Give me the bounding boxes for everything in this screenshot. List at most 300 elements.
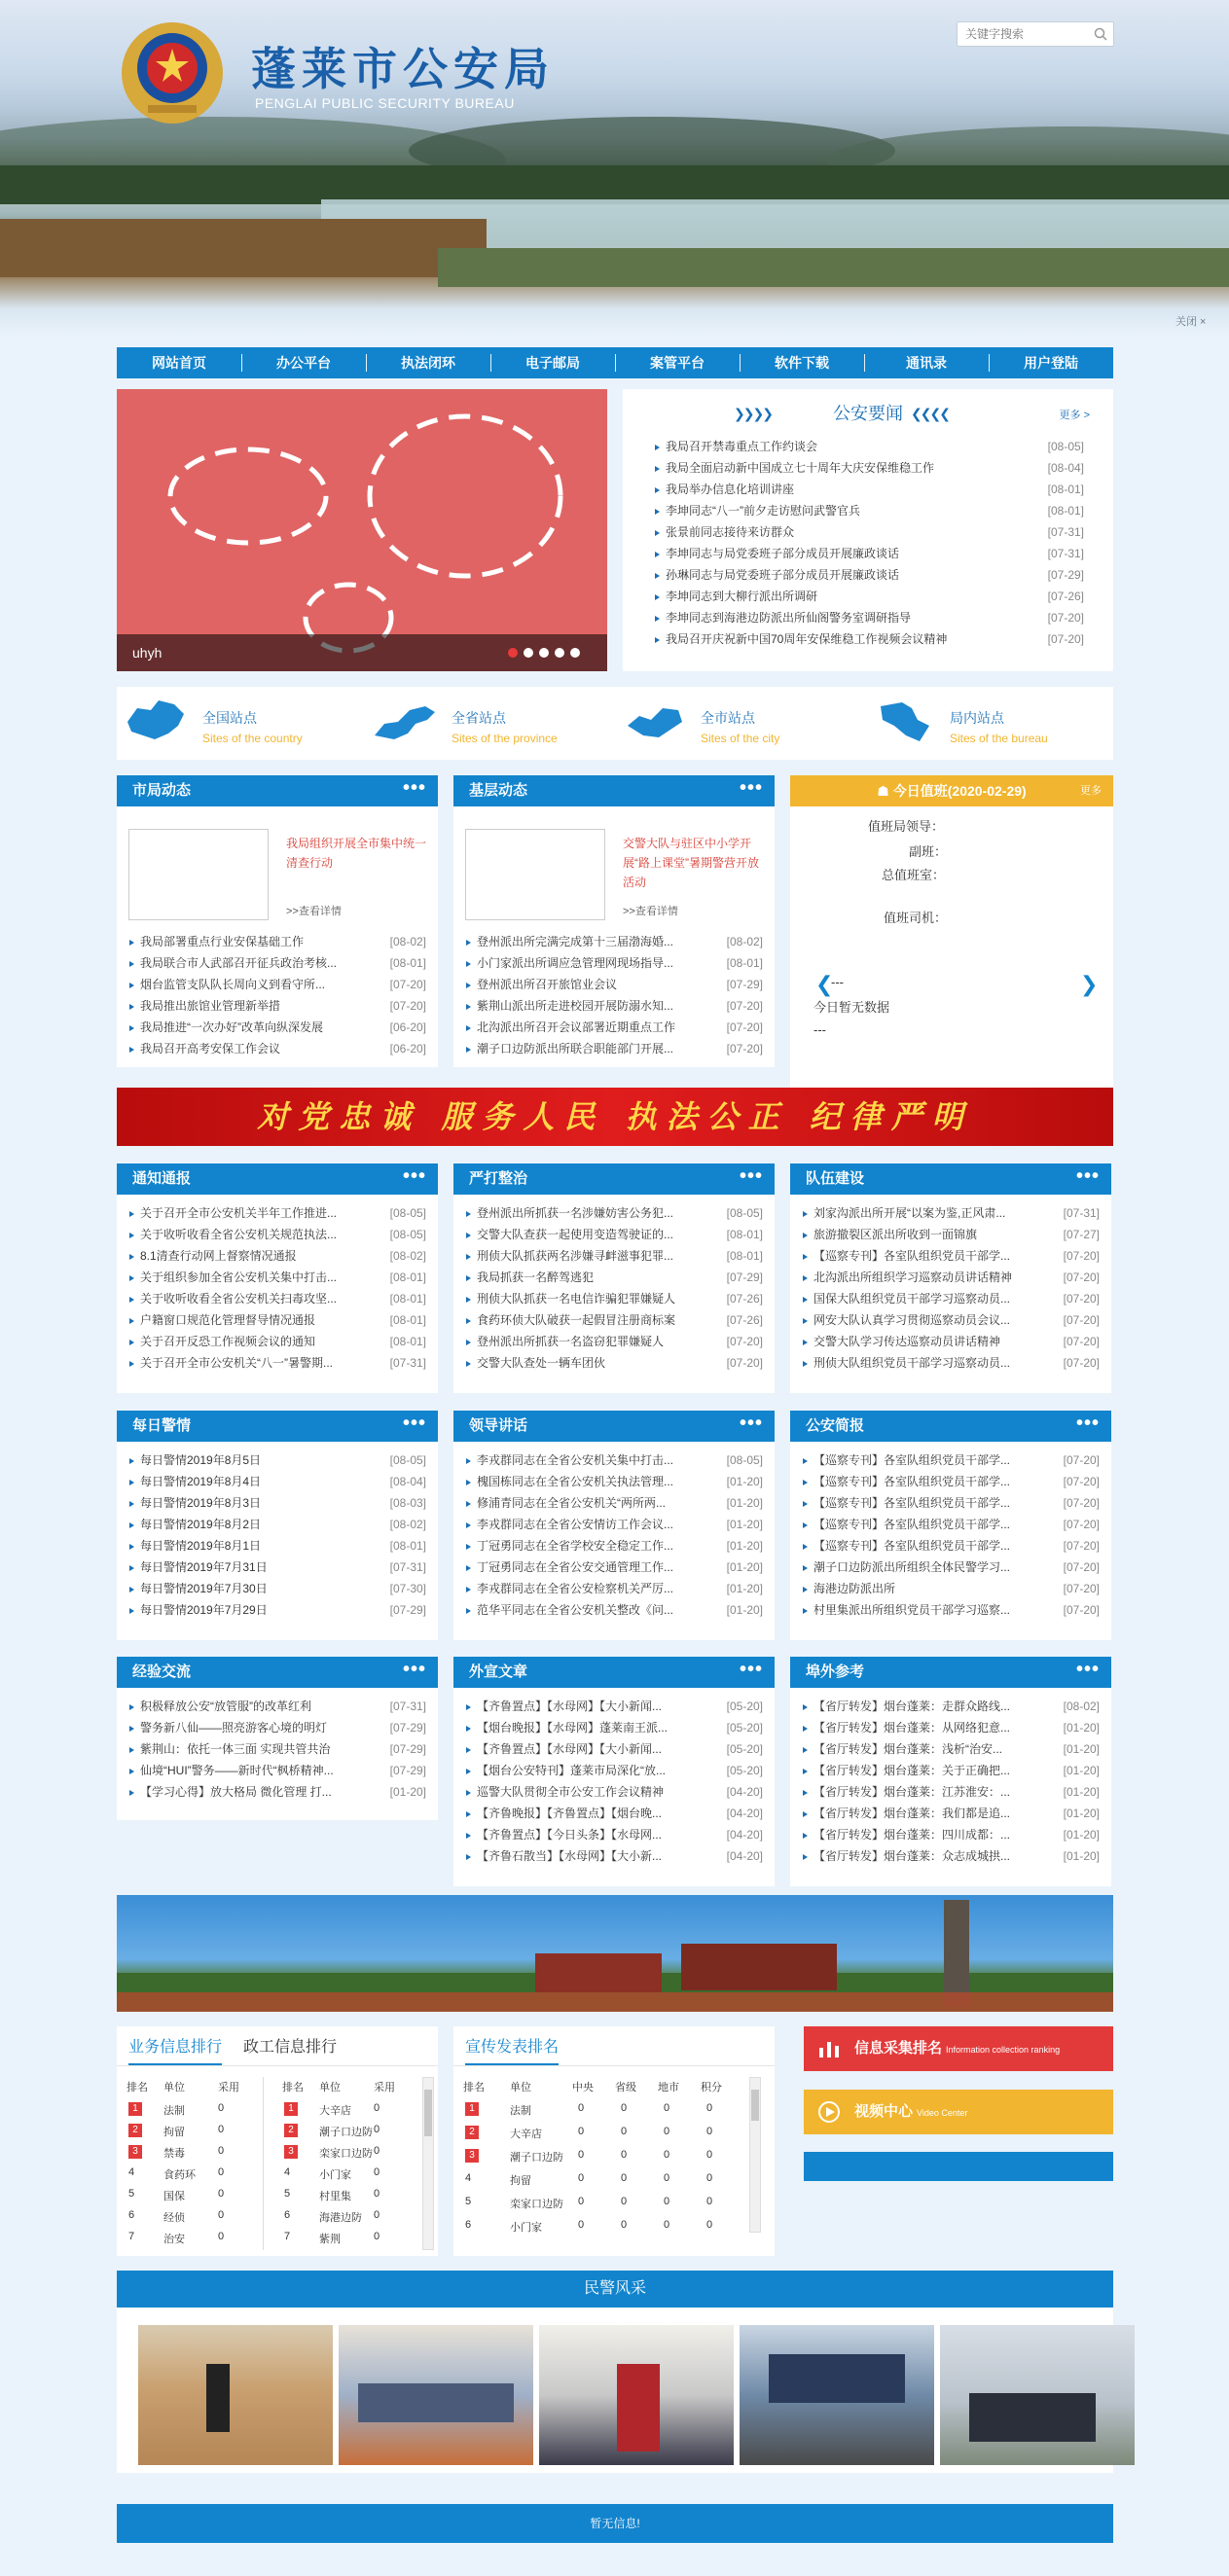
slider-dot[interactable] (570, 648, 580, 658)
list-item[interactable] (802, 1267, 1100, 1288)
feature-link[interactable]: 交警大队与驻区中小学开展“路上课堂”暑期警营开放活动 (623, 837, 759, 889)
rank-unit: 紫荆 (319, 2234, 341, 2245)
list-item[interactable] (465, 1471, 763, 1492)
list-item-title[interactable]: 户籍窗口规范化管理督导情况通报 (128, 1309, 315, 1331)
list-item[interactable] (802, 1202, 1100, 1224)
list-item-title[interactable]: 【省厅转发】烟台蓬莱：江苏淮安：... (802, 1781, 1010, 1803)
list-item[interactable] (465, 1845, 763, 1867)
rank-badge: 1 (128, 2102, 142, 2116)
list-item[interactable] (465, 1578, 763, 1599)
list-item-title[interactable]: 我局推进“一次办好”改革向纵深发展 (128, 1017, 323, 1038)
list-item-title[interactable]: 国保大队组织党员干部学习巡察动员... (802, 1288, 1010, 1309)
image-slider[interactable] (117, 389, 607, 671)
list-item-title[interactable]: 我局联合市人武部召开征兵政治考核... (128, 952, 337, 974)
list-item[interactable] (465, 1038, 763, 1059)
list-item-title[interactable]: 村里集派出所组织党员干部学习巡察... (802, 1599, 1010, 1621)
list-item-date: [08-01] (389, 1313, 426, 1327)
list-item[interactable] (465, 1352, 763, 1374)
search-icon[interactable] (1094, 27, 1107, 41)
table-header: 地市 (658, 2082, 679, 2093)
list-item[interactable] (128, 1535, 426, 1556)
list-item-title[interactable]: 我局召开禁毒重点工作约谈会 (654, 436, 817, 457)
list-item[interactable] (802, 1535, 1100, 1556)
list-item-title[interactable]: 海港边防派出所 (802, 1578, 895, 1599)
rank-number: 6 (128, 2209, 135, 2221)
list-item[interactable] (802, 1449, 1100, 1471)
tab-political-ranking[interactable]: 政工信息排行 (243, 2039, 338, 2056)
list-item[interactable] (128, 1288, 426, 1309)
list-item[interactable] (802, 1717, 1100, 1738)
list-item-title[interactable]: 【烟台公安特刊】蓬莱市局深化“放... (465, 1760, 666, 1781)
nav-home[interactable]: 网站首页 (152, 355, 206, 371)
list-item-title[interactable]: 【齐鲁置点】【水母网】【大小新闻... (465, 1738, 662, 1760)
list-item-title[interactable]: 【巡察专刊】各室队组织党员干部学... (802, 1492, 1010, 1514)
list-item[interactable] (128, 1599, 426, 1621)
list-item-title[interactable]: 【齐鲁晚报】【齐鲁置点】【烟台晚... (465, 1803, 662, 1824)
list-item[interactable] (465, 1738, 763, 1760)
list-item[interactable] (465, 1331, 763, 1352)
list-item-date: [04-20] (726, 1828, 763, 1842)
list-item-title[interactable]: 旅游撤裂区派出所收到一面锦旗 (802, 1224, 977, 1245)
list-item[interactable] (465, 995, 763, 1017)
scrollbar[interactable] (422, 2077, 434, 2250)
list-item[interactable] (465, 974, 763, 995)
list-item[interactable] (802, 1696, 1100, 1717)
list-item[interactable] (465, 1514, 763, 1535)
list-item-date: [07-20] (1047, 632, 1084, 646)
list-item-title[interactable]: 我局召开庆祝新中国70周年安保维稳工作视频会议精神 (654, 628, 947, 650)
list-item[interactable] (128, 974, 426, 995)
info-collection-button[interactable] (804, 2026, 1113, 2071)
list-item-date: [08-01] (726, 1249, 763, 1263)
list-item[interactable] (465, 1492, 763, 1514)
list-item-title[interactable]: 李坤同志“八一”前夕走访慰问武警官兵 (654, 500, 860, 521)
list-item[interactable] (465, 1202, 763, 1224)
list-item[interactable] (465, 1696, 763, 1717)
list-item[interactable] (465, 1599, 763, 1621)
list-item-title[interactable]: 网安大队认真学习贯彻巡察动员会议... (802, 1309, 1010, 1331)
list-item[interactable] (465, 1760, 763, 1781)
nav-email[interactable]: 电子邮局 (490, 347, 615, 378)
rank-unit: 拘留 (510, 2175, 531, 2187)
panel-title: 经验交流 (132, 1664, 192, 1680)
list-item[interactable] (465, 1245, 763, 1267)
list-item[interactable] (128, 1738, 426, 1760)
list-item-date: [08-01] (1047, 483, 1084, 496)
list-item-date: [05-20] (726, 1742, 763, 1756)
list-item-title[interactable]: 修浦青同志在全省公安机关“两所两... (465, 1492, 666, 1514)
slider-image (117, 389, 607, 671)
list-item-title[interactable]: 紫荆山：依托一体三面 实现共管共治 (128, 1738, 330, 1760)
list-item-title[interactable]: 【齐鲁石散当】【水母网】【大小新... (465, 1845, 662, 1867)
bureau-map-icon (869, 697, 937, 747)
more-dots-icon[interactable]: ••• (402, 1659, 426, 1680)
more-dots-icon[interactable]: ••• (1075, 1165, 1100, 1187)
list-item-title[interactable]: 李戎群同志在全省公安检察机关严厉... (465, 1578, 673, 1599)
list-item[interactable] (128, 1038, 426, 1059)
list-item-title[interactable]: 我局全面启动新中国成立七十周年大庆安保维稳工作 (654, 457, 934, 479)
list-item-title[interactable]: 关于召开反恐工作视频会议的通知 (128, 1331, 315, 1352)
list-item[interactable] (465, 952, 763, 974)
list-item[interactable] (128, 1556, 426, 1578)
list-item[interactable] (128, 1224, 426, 1245)
list-item-title[interactable]: 我局举办信息化培训讲座 (654, 479, 794, 500)
site-city-link[interactable] (615, 687, 864, 760)
province-map-icon (371, 697, 439, 747)
site-country-link[interactable] (117, 687, 366, 760)
list-item-title[interactable]: 关于收听收看全省公安机关扫毒攻坚... (128, 1288, 337, 1309)
list-item[interactable] (465, 1781, 763, 1803)
list-item[interactable] (128, 1017, 426, 1038)
list-item-title[interactable]: 【巡察专刊】各室队组织党员干部学... (802, 1471, 1010, 1492)
list-item-date: [07-20] (1063, 1335, 1100, 1348)
rank-score: 0 (706, 2172, 713, 2184)
list-item[interactable] (128, 1267, 426, 1288)
more-dots-icon[interactable]: ••• (739, 1413, 763, 1434)
list-item[interactable] (128, 995, 426, 1017)
list-item-title[interactable]: 登州派出所抓获一名涉嫌妨害公务犯... (465, 1202, 673, 1224)
list-item-date: [07-20] (1063, 1249, 1100, 1263)
list-item[interactable] (128, 1352, 426, 1374)
list-item-title[interactable]: 每日警情2019年7月29日 (128, 1599, 268, 1621)
list-item-title[interactable]: 潮子口边防派出所联合职能部门开展... (465, 1038, 673, 1059)
news-panel (790, 1411, 1111, 1640)
site-bureau-link[interactable] (864, 687, 1113, 760)
rank-count: 0 (374, 2166, 380, 2178)
list-item-date: [07-20] (1063, 1496, 1100, 1510)
duty-more-link[interactable]: 更多 (1080, 785, 1102, 797)
list-item-title[interactable]: 【省厅转发】烟台蓬莱：四川成都：... (802, 1824, 1010, 1845)
gallery-photo[interactable] (339, 2325, 533, 2465)
list-item[interactable] (128, 1492, 426, 1514)
site-label: 全国站点 (202, 710, 257, 726)
feature-image[interactable] (128, 829, 269, 920)
play-icon (817, 2100, 841, 2124)
rank-count: 0 (218, 2231, 225, 2242)
list-item[interactable] (802, 1309, 1100, 1331)
list-item[interactable] (465, 1449, 763, 1471)
news-panel (117, 1163, 438, 1393)
list-item-date: [07-20] (1063, 1356, 1100, 1370)
list-item-title[interactable]: 紫荆山派出所走进校园开展防溺水知... (465, 995, 673, 1017)
list-item-title[interactable]: 【学习心得】放大格局 微化管理 打... (128, 1781, 332, 1803)
list-item-title[interactable]: 【巡察专刊】各室队组织党员干部学... (802, 1449, 1010, 1471)
list-item[interactable] (465, 1267, 763, 1288)
list-item[interactable] (802, 1492, 1100, 1514)
list-item[interactable] (128, 1202, 426, 1224)
list-item-title[interactable]: 【烟台晚报】【水母网】蓬莱南王派... (465, 1717, 668, 1738)
news-list (128, 1696, 426, 1803)
list-item[interactable] (654, 586, 1084, 607)
list-item-date: [07-29] (1047, 568, 1084, 582)
feature-more-link[interactable]: >>查看详情 (623, 906, 678, 917)
list-item-title[interactable]: 【齐鲁置点】【今日头条】【水母网... (465, 1824, 662, 1845)
list-item[interactable] (802, 1738, 1100, 1760)
rank-badge: 2 (465, 2126, 479, 2139)
list-item[interactable] (128, 1309, 426, 1331)
list-item-date: [08-01] (389, 1270, 426, 1284)
slider-dot[interactable] (508, 648, 518, 658)
news-list (802, 1202, 1100, 1374)
list-item-title[interactable]: 每日警情2019年7月31日 (128, 1556, 268, 1578)
list-item-title[interactable]: 范华平同志在全省公安机关整改《问... (465, 1599, 673, 1621)
news-panel (453, 1657, 775, 1886)
list-item-title[interactable]: 【省厅转发】烟台蓬莱：关于正确把... (802, 1760, 1010, 1781)
list-item-title[interactable]: 【省厅转发】烟台蓬莱：浅析“治安... (802, 1738, 1002, 1760)
list-item-title[interactable]: 刑侦大队抓获一名电信诈骗犯罪嫌疑人 (465, 1288, 675, 1309)
duty-chief-label: 总值班室： (882, 868, 946, 882)
list-item-title[interactable]: 【省厅转发】烟台蓬莱：走群众路线... (802, 1696, 1010, 1717)
rank-count: 0 (374, 2124, 380, 2135)
nav-login[interactable]: 用户登陆 (989, 347, 1113, 378)
list-item-title[interactable]: 小门家派出所调应急管理网现场指导... (465, 952, 673, 974)
list-item-title[interactable]: 刑侦大队组织党员干部学习巡察动员... (802, 1352, 1010, 1374)
list-item-title[interactable]: 刘家沟派出所开展“以案为鉴,正风肃... (802, 1202, 1005, 1224)
list-item-title[interactable]: 登州派出所召开旅馆业会议 (465, 974, 617, 995)
list-item[interactable] (465, 1556, 763, 1578)
list-item-title[interactable]: 仙境“HUI”警务——新时代“枫桥精神... (128, 1760, 334, 1781)
list-item-title[interactable]: 关于组织参加全省公安机关集中打击... (128, 1267, 337, 1288)
list-item[interactable] (802, 1824, 1100, 1845)
list-item-title[interactable]: 关于召开全市公安机关“八一”暑警期... (128, 1352, 333, 1374)
rank-unit: 国保 (163, 2191, 185, 2202)
list-item-title[interactable]: 李坤同志到海港边防派出所仙阁警务室调研指导 (654, 607, 911, 628)
local-news-panel (453, 775, 775, 1067)
list-item-title[interactable]: 丁冠勇同志在全省公安交通管理工作... (465, 1556, 673, 1578)
list-item-date: [01-20] (1063, 1828, 1100, 1842)
list-item-title[interactable]: 交警大队学习传达巡察动员讲话精神 (802, 1331, 1000, 1352)
rank-unit: 村里集 (319, 2191, 351, 2202)
rank-number: 5 (465, 2196, 472, 2207)
duty-deputy-label: 副班： (909, 844, 948, 859)
list-item[interactable] (654, 607, 1084, 628)
news-panel (790, 1657, 1111, 1886)
more-dots-icon[interactable]: ••• (402, 1413, 426, 1434)
list-item[interactable] (654, 543, 1084, 564)
rank-unit: 法制 (163, 2105, 185, 2117)
list-item-title[interactable]: 巡警大队贯彻全市公安工作会议精神 (465, 1781, 664, 1803)
list-item-title[interactable]: 每日警情2019年8月5日 (128, 1449, 261, 1471)
list-item-title[interactable]: 【省厅转发】烟台蓬莱：众志成城拱... (802, 1845, 1010, 1867)
list-item[interactable] (654, 457, 1084, 479)
duty-title: 今日值班(2020-02-29) (892, 783, 1027, 799)
list-item-date: [07-29] (389, 1742, 426, 1756)
gallery-photo[interactable] (740, 2325, 934, 2465)
list-item-title[interactable]: 【巡察专刊】各室队组织党员干部学... (802, 1245, 1010, 1267)
feature-image[interactable] (465, 829, 605, 920)
list-item-date: [05-20] (726, 1699, 763, 1713)
list-item[interactable] (128, 931, 426, 952)
list-item-title[interactable]: 【齐鲁置点】【水母网】【大小新闻... (465, 1696, 662, 1717)
header-banner (0, 0, 1229, 336)
nav-office[interactable]: 办公平台 (241, 347, 366, 378)
gallery-photo[interactable] (940, 2325, 1135, 2465)
list-item[interactable] (465, 1803, 763, 1824)
list-item-title[interactable]: 每日警情2019年8月2日 (128, 1514, 261, 1535)
close-banner-link[interactable]: 关闭 × (1175, 316, 1207, 328)
tab-publicity-ranking[interactable]: 宣传发表排名 (465, 2034, 559, 2065)
list-item[interactable] (128, 1717, 426, 1738)
news-more-link[interactable]: 更多 > (1059, 410, 1090, 421)
gallery-photo[interactable] (138, 2325, 333, 2465)
nav-case-platform[interactable]: 案管平台 (615, 347, 740, 378)
list-item-date: [08-02] (389, 1518, 426, 1531)
list-item[interactable] (128, 1578, 426, 1599)
list-item-title[interactable]: 关于召开全市公安机关半年工作推进... (128, 1202, 337, 1224)
list-item-title[interactable]: 交警大队查处一辆车团伙 (465, 1352, 605, 1374)
list-item-title[interactable]: 食药环侦大队破获一起假冒注册商标案 (465, 1309, 675, 1331)
list-item[interactable] (128, 1760, 426, 1781)
list-item[interactable] (654, 564, 1084, 586)
list-item-title[interactable]: 我局部署重点行业安保基础工作 (128, 931, 304, 952)
tab-business-ranking[interactable]: 业务信息排行 (128, 2034, 222, 2065)
info-ranking-panel (117, 2026, 438, 2256)
list-item[interactable] (654, 628, 1084, 650)
list-item-title[interactable]: 张景前同志接待来访群众 (654, 521, 794, 543)
nav-law-loop[interactable]: 执法闭环 (366, 347, 490, 378)
chevron-right-icon[interactable]: ❯ (1080, 972, 1099, 996)
list-item[interactable] (128, 952, 426, 974)
list-item[interactable] (802, 1224, 1100, 1245)
list-item[interactable] (654, 500, 1084, 521)
list-item-title[interactable]: 我局推出旅馆业管理新举措 (128, 995, 280, 1017)
site-province-link[interactable] (366, 687, 615, 760)
list-item-title[interactable]: 积极释放公安“放管服”的改革红利 (128, 1696, 311, 1717)
list-item-title[interactable]: 每日警情2019年8月1日 (128, 1535, 261, 1556)
video-center-button[interactable] (804, 2090, 1113, 2134)
more-dots-icon[interactable]: ••• (739, 1659, 763, 1680)
list-item[interactable] (802, 1245, 1100, 1267)
nav-contacts[interactable]: 通讯录 (864, 347, 989, 378)
list-item-title[interactable]: 【省厅转发】烟台蓬莱：我们都是追... (802, 1803, 1010, 1824)
list-item[interactable] (802, 1760, 1100, 1781)
list-item-title[interactable]: 登州派出所完满完成第十三届渤海婚... (465, 931, 673, 952)
feature-link[interactable]: 我局组织开展全市集中统一清查行动 (286, 837, 427, 870)
list-item[interactable] (654, 479, 1084, 500)
list-item-title[interactable]: 每日警情2019年8月4日 (128, 1471, 261, 1492)
list-item[interactable] (465, 1309, 763, 1331)
list-item[interactable] (128, 1331, 426, 1352)
photo-temple (681, 1944, 837, 1990)
list-item-title[interactable]: 关于收听收看全省公安机关规范执法... (128, 1224, 337, 1245)
photo-wall (117, 1992, 1113, 2012)
more-dots-icon[interactable]: ••• (1075, 1659, 1100, 1680)
list-item-title[interactable]: 每日警情2019年8月3日 (128, 1492, 261, 1514)
list-item-title[interactable]: 孙琳同志与局党委班子部分成员开展廉政谈话 (654, 564, 899, 586)
list-item[interactable] (802, 1331, 1100, 1352)
list-item[interactable] (465, 1288, 763, 1309)
bar-chart-icon (817, 2038, 841, 2059)
list-item[interactable] (128, 1514, 426, 1535)
list-item[interactable] (465, 1535, 763, 1556)
list-item[interactable] (802, 1471, 1100, 1492)
list-item-title[interactable]: 李坤同志与局党委班子部分成员开展廉政谈话 (654, 543, 899, 564)
slider-dot[interactable] (539, 648, 549, 658)
chevron-left-icon[interactable]: ❮ (815, 972, 834, 996)
duty-empty-top: --- (831, 975, 844, 989)
list-item-date: [01-20] (1063, 1785, 1100, 1799)
list-item-date: [01-20] (389, 1785, 426, 1799)
list-item[interactable] (654, 521, 1084, 543)
list-item-title[interactable]: 李坤同志到大柳行派出所调研 (654, 586, 817, 607)
list-item-title[interactable]: 烟台监管支队队长周向义到看守所... (128, 974, 325, 995)
list-item-title[interactable]: 李戎群同志在全省公安情访工作会议... (465, 1514, 673, 1535)
search-input[interactable] (958, 22, 1084, 46)
list-item-title[interactable]: 我局召开高考安保工作会议 (128, 1038, 280, 1059)
list-item-title[interactable]: 丁冠勇同志在全省学校安全稳定工作... (465, 1535, 673, 1556)
more-dots-icon[interactable]: ••• (739, 1165, 763, 1187)
more-dots-icon[interactable]: ••• (1075, 1413, 1100, 1434)
rank-score: 0 (578, 2149, 585, 2161)
list-item[interactable] (465, 1824, 763, 1845)
list-item[interactable] (654, 436, 1084, 457)
more-dots-icon[interactable]: ••• (402, 777, 426, 799)
list-item-title[interactable]: 刑侦大队抓获两名涉嫌寻衅滋事犯罪... (465, 1245, 673, 1267)
list-item-title[interactable]: 警务新八仙——照亮游客心境的明灯 (128, 1717, 327, 1738)
more-dots-icon[interactable]: ••• (402, 1165, 426, 1187)
list-item-title[interactable]: 【省厅转发】烟台蓬莱：从网络犯意... (802, 1717, 1010, 1738)
list-item-title[interactable]: 每日警情2019年7月30日 (128, 1578, 268, 1599)
list-item[interactable] (802, 1845, 1100, 1867)
feature-more-link[interactable]: >>查看详情 (286, 906, 342, 917)
list-item[interactable] (128, 1781, 426, 1803)
list-item[interactable] (802, 1352, 1100, 1374)
list-item-title[interactable]: 我局抓获一名醉驾逃犯 (465, 1267, 594, 1288)
list-item[interactable] (802, 1556, 1100, 1578)
list-item[interactable] (465, 1224, 763, 1245)
list-item[interactable] (802, 1803, 1100, 1824)
rank-badge: 2 (128, 2124, 142, 2137)
list-item[interactable] (128, 1245, 426, 1267)
list-item-title[interactable]: 交警大队查获一起使用变造驾驶证的... (465, 1224, 673, 1245)
slider-dot[interactable] (524, 648, 533, 658)
slider-dot[interactable] (555, 648, 564, 658)
list-item-title[interactable]: 槐国栋同志在全省公安机关执法管理... (465, 1471, 673, 1492)
list-item[interactable] (802, 1288, 1100, 1309)
list-item-title[interactable]: 北沟派出所召开会议部署近期重点工作 (465, 1017, 675, 1038)
nav-software[interactable]: 软件下载 (740, 347, 864, 378)
list-item[interactable] (128, 1471, 426, 1492)
list-item[interactable] (465, 931, 763, 952)
more-dots-icon[interactable]: ••• (739, 777, 763, 799)
rank-unit: 小门家 (319, 2169, 351, 2181)
list-item[interactable] (802, 1599, 1100, 1621)
rank-score: 0 (706, 2102, 713, 2114)
list-item[interactable] (128, 1449, 426, 1471)
list-item-title[interactable]: 【巡察专刊】各室队组织党员干部学... (802, 1514, 1010, 1535)
news-list (128, 1202, 426, 1374)
table-header: 中央 (572, 2082, 594, 2093)
rank-badge: 1 (284, 2102, 298, 2116)
list-item[interactable] (128, 1696, 426, 1717)
list-item-title[interactable]: 【巡察专刊】各室队组织党员干部学... (802, 1535, 1010, 1556)
list-item-title[interactable]: 李戎群同志在全省公安机关集中打击... (465, 1449, 673, 1471)
list-item[interactable] (465, 1017, 763, 1038)
list-item-title[interactable]: 登州派出所抓获一名盗窃犯罪嫌疑人 (465, 1331, 664, 1352)
scrollbar[interactable] (749, 2077, 761, 2233)
list-item[interactable] (802, 1514, 1100, 1535)
list-item[interactable] (802, 1781, 1100, 1803)
list-item-title[interactable]: 潮子口边防派出所组织全体民警学习... (802, 1556, 1010, 1578)
site-label: 局内站点 (950, 710, 1004, 726)
china-map-icon (122, 697, 190, 747)
list-item[interactable] (465, 1717, 763, 1738)
gallery-photo[interactable] (539, 2325, 734, 2465)
list-item-title[interactable]: 北沟派出所组织学习巡察动员讲话精神 (802, 1267, 1012, 1288)
list-item-title[interactable]: 8.1清查行动网上督察情况通报 (128, 1245, 297, 1267)
list-item[interactable] (802, 1578, 1100, 1599)
blank-blue-button[interactable] (804, 2152, 1113, 2181)
